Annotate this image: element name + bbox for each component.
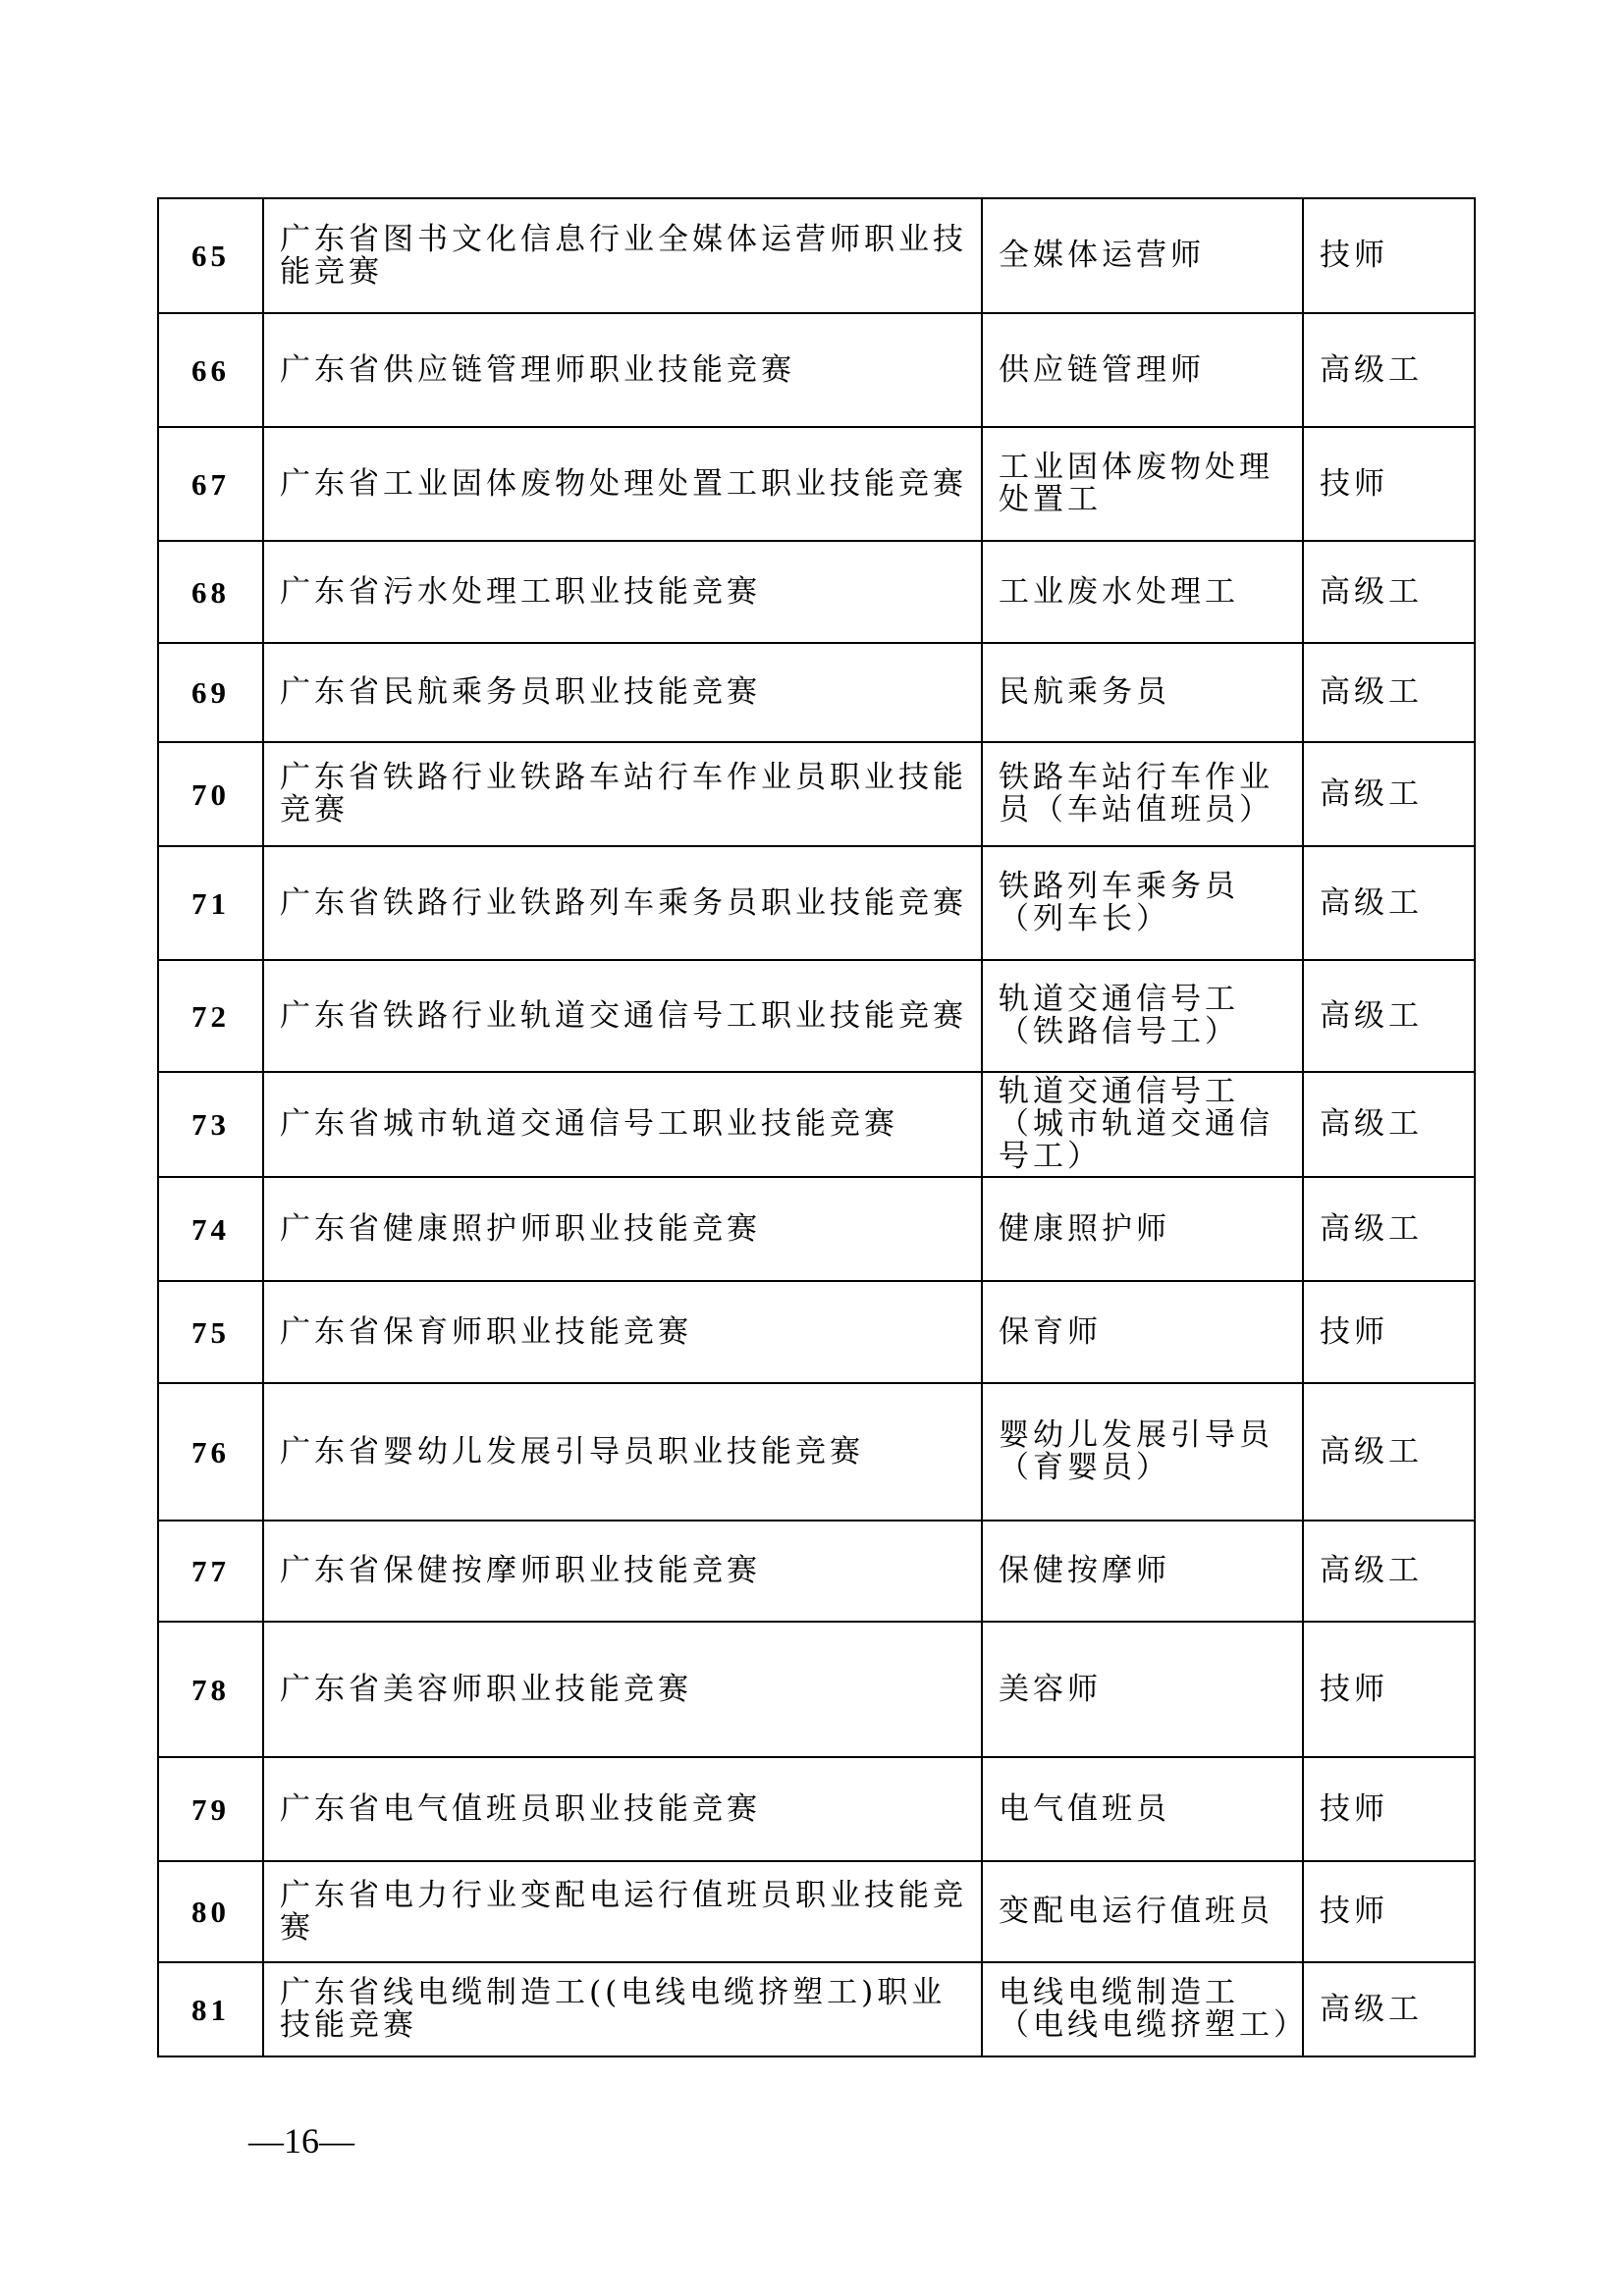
row-number: 71	[158, 846, 263, 960]
competition-name: 广东省铁路行业轨道交通信号工职业技能竞赛	[263, 960, 982, 1072]
row-number: 69	[158, 643, 263, 742]
skill-level: 高级工	[1303, 742, 1475, 846]
table-row	[158, 313, 1475, 427]
skill-level: 技师	[1303, 1281, 1475, 1383]
skill-level: 高级工	[1303, 1072, 1475, 1177]
competition-name: 广东省健康照护师职业技能竞赛	[263, 1177, 982, 1281]
table-row	[158, 427, 1475, 541]
occupation-name: 轨道交通信号工（城市轨道交通信号工）	[982, 1072, 1303, 1177]
skill-level: 高级工	[1303, 1177, 1475, 1281]
competition-name: 广东省工业固体废物处理处置工职业技能竞赛	[263, 427, 982, 541]
occupation-name: 健康照护师	[982, 1177, 1303, 1281]
table-row	[158, 846, 1475, 960]
skill-level: 技师	[1303, 1622, 1475, 1757]
skill-level: 技师	[1303, 198, 1475, 313]
occupation-name: 全媒体运营师	[982, 198, 1303, 313]
row-number: 72	[158, 960, 263, 1072]
row-number: 74	[158, 1177, 263, 1281]
competition-name: 广东省铁路行业铁路车站行车作业员职业技能竞赛	[263, 742, 982, 846]
occupation-name: 美容师	[982, 1622, 1303, 1757]
skill-level: 技师	[1303, 427, 1475, 541]
skill-level: 高级工	[1303, 643, 1475, 742]
row-number: 77	[158, 1521, 263, 1622]
row-number: 70	[158, 742, 263, 846]
row-number: 76	[158, 1383, 263, 1521]
occupation-name: 保育师	[982, 1281, 1303, 1383]
table-row	[158, 960, 1475, 1072]
table-row	[158, 1521, 1475, 1622]
occupation-name: 婴幼儿发展引导员（育婴员）	[982, 1383, 1303, 1521]
skill-level: 高级工	[1303, 541, 1475, 643]
competition-name: 广东省图书文化信息行业全媒体运营师职业技能竞赛	[263, 198, 982, 313]
table-body	[158, 198, 1475, 2056]
skill-level: 高级工	[1303, 1962, 1475, 2056]
skill-level: 技师	[1303, 1861, 1475, 1962]
table-row	[158, 541, 1475, 643]
row-number: 81	[158, 1962, 263, 2056]
skill-level: 高级工	[1303, 846, 1475, 960]
competition-name: 广东省婴幼儿发展引导员职业技能竞赛	[263, 1383, 982, 1521]
table-row	[158, 1281, 1475, 1383]
competition-name: 广东省保育师职业技能竞赛	[263, 1281, 982, 1383]
row-number: 73	[158, 1072, 263, 1177]
row-number: 65	[158, 198, 263, 313]
competition-name: 广东省铁路行业铁路列车乘务员职业技能竞赛	[263, 846, 982, 960]
competition-name: 广东省线电缆制造工((电线电缆挤塑工)职业技能竞赛	[263, 1962, 982, 2056]
table-row	[158, 742, 1475, 846]
competition-name: 广东省城市轨道交通信号工职业技能竞赛	[263, 1072, 982, 1177]
table-row	[158, 1177, 1475, 1281]
occupation-name: 工业废水处理工	[982, 541, 1303, 643]
skill-level: 高级工	[1303, 1521, 1475, 1622]
skill-level: 高级工	[1303, 960, 1475, 1072]
competition-name: 广东省电气值班员职业技能竞赛	[263, 1757, 982, 1861]
competition-name: 广东省保健按摩师职业技能竞赛	[263, 1521, 982, 1622]
skill-level: 高级工	[1303, 313, 1475, 427]
occupation-name: 铁路车站行车作业员（车站值班员）	[982, 742, 1303, 846]
competition-name: 广东省污水处理工职业技能竞赛	[263, 541, 982, 643]
row-number: 79	[158, 1757, 263, 1861]
occupation-name: 电气值班员	[982, 1757, 1303, 1861]
competition-name: 广东省供应链管理师职业技能竞赛	[263, 313, 982, 427]
competition-name: 广东省民航乘务员职业技能竞赛	[263, 643, 982, 742]
row-number: 78	[158, 1622, 263, 1757]
competition-name: 广东省美容师职业技能竞赛	[263, 1622, 982, 1757]
row-number: 80	[158, 1861, 263, 1962]
competition-table	[157, 197, 1476, 2057]
row-number: 67	[158, 427, 263, 541]
table-row	[158, 1383, 1475, 1521]
row-number: 75	[158, 1281, 263, 1383]
table-row	[158, 1622, 1475, 1757]
occupation-name: 民航乘务员	[982, 643, 1303, 742]
page-number: —16—	[248, 2121, 354, 2161]
table-row	[158, 1757, 1475, 1861]
occupation-name: 电线电缆制造工（电线电缆挤塑工）	[982, 1962, 1303, 2056]
table-row	[158, 643, 1475, 742]
occupation-name: 供应链管理师	[982, 313, 1303, 427]
occupation-name: 轨道交通信号工（铁路信号工）	[982, 960, 1303, 1072]
table-row	[158, 1962, 1475, 2056]
occupation-name: 保健按摩师	[982, 1521, 1303, 1622]
skill-level: 高级工	[1303, 1383, 1475, 1521]
table-row	[158, 198, 1475, 313]
occupation-name: 铁路列车乘务员（列车长）	[982, 846, 1303, 960]
table-row	[158, 1072, 1475, 1177]
competition-name: 广东省电力行业变配电运行值班员职业技能竞赛	[263, 1861, 982, 1962]
skill-level: 技师	[1303, 1757, 1475, 1861]
occupation-name: 变配电运行值班员	[982, 1861, 1303, 1962]
table-row	[158, 1861, 1475, 1962]
row-number: 68	[158, 541, 263, 643]
row-number: 66	[158, 313, 263, 427]
occupation-name: 工业固体废物处理处置工	[982, 427, 1303, 541]
